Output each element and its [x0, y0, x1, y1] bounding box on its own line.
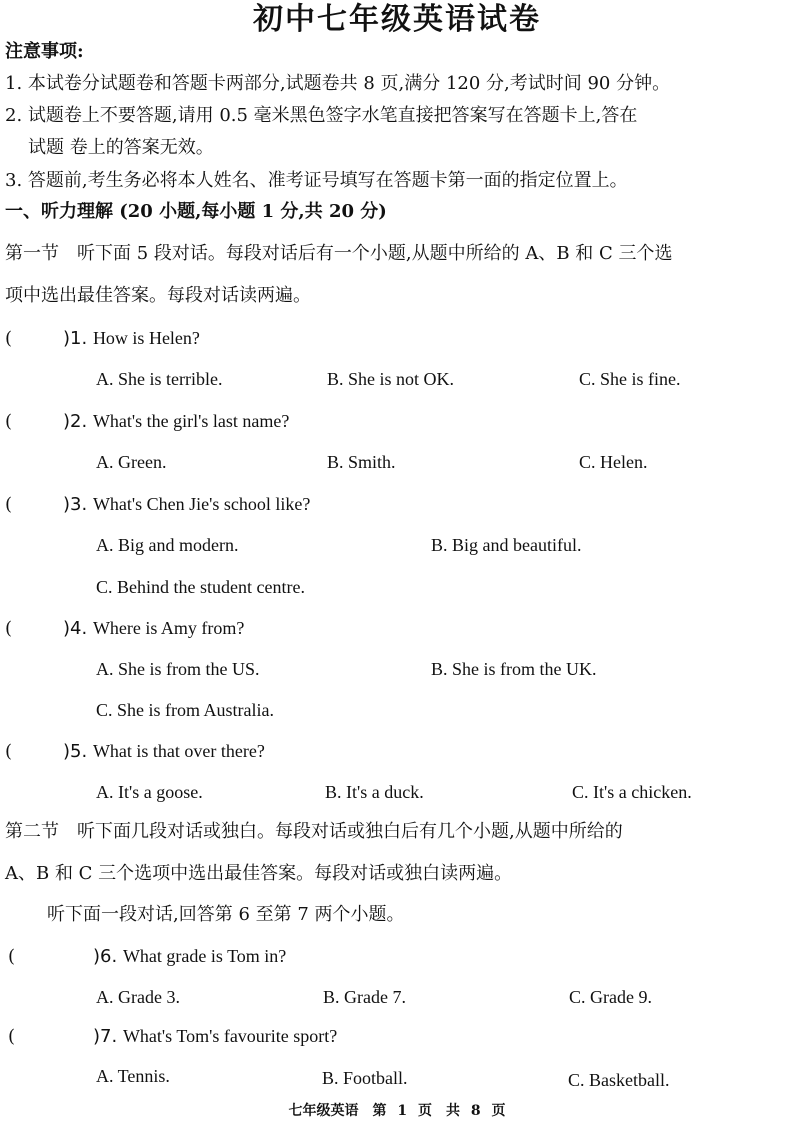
part2-instructions-line1: 第二节 听下面几段对话或独白。每段对话或独白后有几个小题,从题中所给的: [5, 821, 623, 842]
option-a: A. She is terrible.: [96, 369, 223, 389]
page-footer: 七年级英语 第 1 页 共 8 页: [288, 1103, 506, 1119]
page-title: 初中七年级英语试卷: [253, 2, 541, 37]
option-a: A. It's a goose.: [96, 782, 203, 802]
option-c: C. She is fine.: [579, 369, 681, 389]
question-text: Where is Amy from?: [92, 618, 245, 638]
option-c: C. Helen.: [579, 452, 648, 472]
question-6: [5, 943, 286, 969]
notice-item-2: 2. 试题卷上不要答题,请用 0.5 毫米黑色签字水笔直接把答案写在答题卡上,答在: [5, 105, 638, 126]
option-a: A. Big and modern.: [96, 535, 239, 555]
part2-subinstruction: 听下面一段对话,回答第 6 至第 7 两个小题。: [47, 904, 405, 925]
option-b: B. She is not OK.: [327, 369, 455, 389]
question-1: [5, 325, 200, 351]
option-a: A. Grade 3.: [96, 987, 180, 1007]
option-b: B. Football.: [322, 1068, 408, 1088]
question-number: )4.: [63, 618, 88, 639]
question-text: What's Chen Jie's school like?: [92, 494, 311, 514]
notice-item-2-cont: 试题 卷上的答案无效。: [28, 137, 214, 158]
option-a: A. She is from the US.: [96, 659, 260, 679]
option-b: B. Grade 7.: [323, 987, 406, 1007]
question-2: [5, 408, 289, 434]
answer-blank[interactable]: (: [8, 946, 16, 967]
question-number: )3.: [63, 494, 88, 515]
option-c: C. She is from Australia.: [96, 700, 274, 720]
question-text: How is Helen?: [92, 328, 200, 348]
option-a: A. Green.: [96, 452, 167, 472]
part1-instructions-line2: 项中选出最佳答案。每段对话读两遍。: [5, 285, 311, 306]
question-7: [5, 1023, 337, 1049]
answer-blank[interactable]: (: [5, 328, 13, 349]
question-5: [5, 738, 265, 764]
question-number: )1.: [63, 328, 88, 349]
question-4: [5, 615, 244, 641]
part2-instructions-line2: A、B 和 C 三个选项中选出最佳答案。每段对话或独白读两遍。: [5, 863, 513, 884]
question-text: What's the girl's last name?: [92, 411, 290, 431]
option-c: C. Grade 9.: [569, 987, 652, 1007]
question-3: [5, 491, 310, 517]
question-number: )7.: [93, 1026, 118, 1047]
answer-blank[interactable]: (: [5, 411, 13, 432]
part1-instructions-line1: 第一节 听下面 5 段对话。每段对话后有一个小题,从题中所给的 A、B 和 C 三个选: [5, 243, 673, 264]
question-text: What is that over there?: [92, 741, 265, 761]
question-text: What grade is Tom in?: [122, 946, 287, 966]
option-b: B. Smith.: [327, 452, 396, 472]
question-text: What's Tom's favourite sport?: [122, 1026, 338, 1046]
section1-heading: 一、听力理解 (20 小题,每小题 1 分,共 20 分): [5, 201, 387, 222]
question-number: )5.: [63, 741, 88, 762]
answer-blank[interactable]: (: [5, 618, 13, 639]
notice-item-3: 3. 答题前,考生务必将本人姓名、准考证号填写在答题卡第一面的指定位置上。: [5, 170, 628, 191]
question-number: )2.: [63, 411, 88, 432]
question-number: )6.: [93, 946, 118, 967]
option-b: B. Big and beautiful.: [431, 535, 582, 555]
option-c: C. Basketball.: [568, 1070, 670, 1090]
option-b: B. She is from the UK.: [431, 659, 597, 679]
answer-blank[interactable]: (: [5, 494, 13, 515]
option-c: C. It's a chicken.: [572, 782, 692, 802]
notice-item-1: 1. 本试卷分试题卷和答题卡两部分,试题卷共 8 页,满分 120 分,考试时间 90 分钟。: [5, 73, 671, 94]
answer-blank[interactable]: (: [5, 741, 13, 762]
option-b: B. It's a duck.: [325, 782, 424, 802]
notice-heading: 注意事项:: [5, 41, 84, 62]
option-a: A. Tennis.: [96, 1066, 170, 1086]
option-c: C. Behind the student centre.: [96, 577, 305, 597]
answer-blank[interactable]: (: [8, 1026, 16, 1047]
